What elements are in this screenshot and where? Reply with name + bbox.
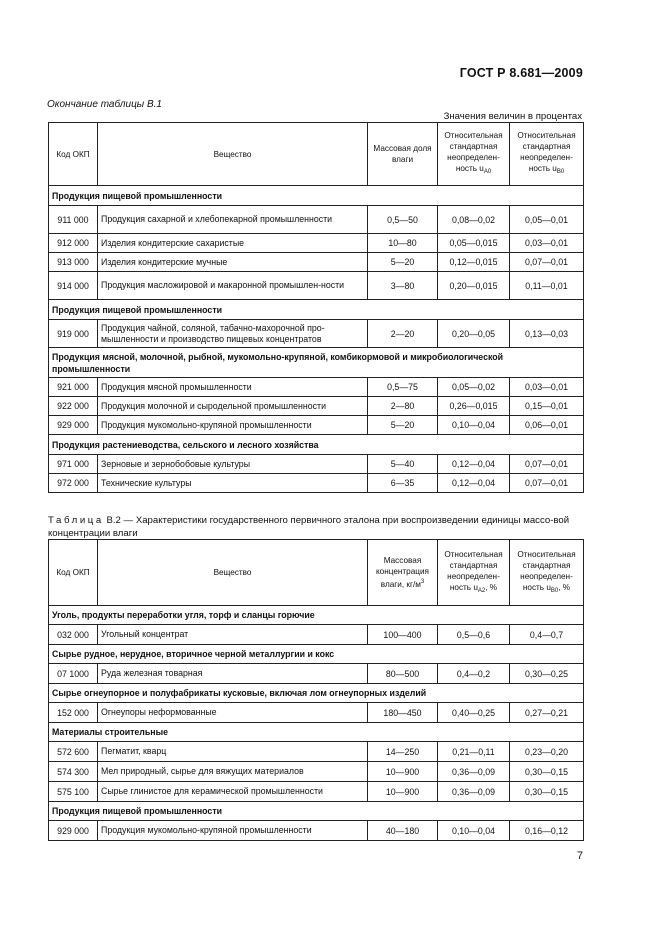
table-row — [49, 253, 584, 272]
uncertainty-a-cell: 0,12—0,015 — [438, 253, 510, 272]
section-title: Продукция пищевой промышленности — [49, 300, 584, 320]
section-header-row — [49, 684, 584, 703]
substance-cell: Пегматит, кварц — [98, 742, 368, 762]
table-row — [49, 821, 584, 841]
table-row — [49, 782, 584, 802]
table-header-row — [49, 123, 584, 186]
okp-code-cell: 572 600 — [49, 742, 98, 762]
section-header-row — [49, 186, 584, 206]
column-header-substance: Вещество — [98, 123, 368, 186]
table-row — [49, 234, 584, 253]
uncertainty-b-cell: 0,07—0,01 — [510, 455, 584, 474]
uncertainty-a-cell: 0,20—0,015 — [438, 272, 510, 300]
table-body — [49, 186, 584, 493]
concentration-cell: 14—250 — [368, 742, 438, 762]
uncertainty-a-cell: 0,10—0,04 — [438, 821, 510, 841]
column-header-uncertainty-a: Относительная стандартная неопределен- ность $u_{A2}$, % — [438, 540, 510, 606]
uncertainty-a-cell: 0,12—0,04 — [438, 474, 510, 493]
uncertainty-b-cell: 0,16—0,12 — [510, 821, 584, 841]
uncertainty-a-cell: 0,12—0,04 — [438, 455, 510, 474]
substance-cell: Зерновые и зернобобовые культуры — [98, 455, 368, 474]
section-header-row — [49, 802, 584, 821]
okp-code-cell: 971 000 — [49, 455, 98, 474]
column-header-uncertainty-b: Относительная стандартная неопределен- ность $u_{B0}$, % — [510, 540, 584, 606]
column-header-code: Код ОКП — [49, 540, 98, 606]
uncertainty-a-cell: 0,21—0,11 — [438, 742, 510, 762]
substance-cell: Руда железная товарная — [98, 664, 368, 684]
section-header-row — [49, 723, 584, 742]
substance-cell: Изделия кондитерские сахаристые — [98, 234, 368, 253]
substance-cell: Угольный концентрат — [98, 625, 368, 645]
substance-cell: Изделия кондитерские мучные — [98, 253, 368, 272]
uncertainty-a-cell: 0,20—0,05 — [438, 320, 510, 348]
table-1-caption: Окончание таблицы В.1 — [47, 99, 162, 110]
okp-code-cell: 152 000 — [49, 703, 98, 723]
uncertainty-a-cell: 0,36—0,09 — [438, 762, 510, 782]
okp-code-cell: 929 000 — [49, 416, 98, 435]
table-2-caption: Таблица В.2 — Характеристики государственного первичного эталона при воспроизведении единицы массо-вой концентрации влаги — [48, 515, 570, 539]
uncertainty-b-cell: 0,30—0,15 — [510, 762, 584, 782]
okp-code-cell: 921 000 — [49, 378, 98, 397]
concentration-cell: 10—900 — [368, 782, 438, 802]
table-row — [49, 378, 584, 397]
uncertainty-a-cell: 0,26—0,015 — [438, 397, 510, 416]
section-title: Продукция мясной, молочной, рыбной, мукомольно-крупяной, комбикормовой и микробиологической промышленности — [49, 348, 584, 378]
okp-code-cell: 574 300 — [49, 762, 98, 782]
table-row — [49, 625, 584, 645]
page-number: 7 — [576, 850, 583, 862]
concentration-cell: 100—400 — [368, 625, 438, 645]
okp-code-cell: 919 000 — [49, 320, 98, 348]
table-row — [49, 455, 584, 474]
uncertainty-b-cell: 0,27—0,21 — [510, 703, 584, 723]
substance-cell: Мел природный, сырье для вяжущих материалов — [98, 762, 368, 782]
okp-code-cell: 911 000 — [49, 206, 98, 234]
uncertainty-b-cell: 0,06—0,01 — [510, 416, 584, 435]
table-row — [49, 664, 584, 684]
uncertainty-a-cell: 0,08—0,02 — [438, 206, 510, 234]
column-header-code: Код ОКП — [49, 123, 98, 186]
section-title: Продукция пищевой промышленности — [49, 802, 584, 821]
section-title: Сырье огнеупорное и полуфабрикаты кусковые, включая лом огнеупорных изделий — [49, 684, 584, 703]
section-title: Продукция растениеводства, сельского и лесного хозяйства — [49, 435, 584, 455]
table-header-row — [49, 540, 584, 606]
table-row — [49, 416, 584, 435]
moisture-cell: 6—35 — [368, 474, 438, 493]
okp-code-cell: 07 1000 — [49, 664, 98, 684]
table-row — [49, 762, 584, 782]
okp-code-cell: 922 000 — [49, 397, 98, 416]
concentration-cell: 40—180 — [368, 821, 438, 841]
concentration-cell: 180—450 — [368, 703, 438, 723]
uncertainty-b-cell: 0,03—0,01 — [510, 234, 584, 253]
uncertainty-b-cell: 0,07—0,01 — [510, 474, 584, 493]
moisture-cell: 5—20 — [368, 253, 438, 272]
section-title: Материалы строительные — [49, 723, 584, 742]
okp-code-cell: 972 000 — [49, 474, 98, 493]
moisture-cell: 5—20 — [368, 416, 438, 435]
substance-cell: Продукция мясной промышленности — [98, 378, 368, 397]
section-header-row — [49, 435, 584, 455]
uncertainty-b-cell: 0,30—0,25 — [510, 664, 584, 684]
moisture-cell: 10—80 — [368, 234, 438, 253]
okp-code-cell: 912 000 — [49, 234, 98, 253]
substance-cell: Продукция сахарной и хлебопекарной промышленности — [98, 206, 368, 234]
table-b1 — [48, 122, 584, 493]
moisture-cell: 2—20 — [368, 320, 438, 348]
section-title: Продукция пищевой промышленности — [49, 186, 584, 206]
table-row — [49, 742, 584, 762]
column-header-moisture: Массовая доля влаги — [368, 123, 438, 186]
table-row — [49, 397, 584, 416]
table-row — [49, 206, 584, 234]
moisture-cell: 0,5—50 — [368, 206, 438, 234]
concentration-cell: 80—500 — [368, 664, 438, 684]
section-header-row — [49, 645, 584, 664]
document-id: ГОСТ Р 8.681—2009 — [459, 66, 583, 80]
uncertainty-a-cell: 0,5—0,6 — [438, 625, 510, 645]
uncertainty-b-cell: 0,30—0,15 — [510, 782, 584, 802]
units-note: Значения величин в процентах — [443, 111, 582, 122]
substance-cell: Продукция масложировой и макаронной промышлен-ности — [98, 272, 368, 300]
table-body — [49, 606, 584, 841]
okp-code-cell: 929 000 — [49, 821, 98, 841]
section-header-row — [49, 606, 584, 625]
uncertainty-a-cell: 0,05—0,015 — [438, 234, 510, 253]
table-row — [49, 320, 584, 348]
section-header-row — [49, 300, 584, 320]
uncertainty-a-cell: 0,4—0,2 — [438, 664, 510, 684]
substance-cell: Продукция чайной, соляной, табачно-махорочной про-мышленности и производство пищевых концентратов — [98, 320, 368, 348]
substance-cell: Сырье глинистое для керамической промышленности — [98, 782, 368, 802]
uncertainty-a-cell: 0,10—0,04 — [438, 416, 510, 435]
uncertainty-b-cell: 0,07—0,01 — [510, 253, 584, 272]
uncertainty-b-cell: 0,03—0,01 — [510, 378, 584, 397]
uncertainty-b-cell: 0,4—0,7 — [510, 625, 584, 645]
table-b2 — [48, 539, 584, 841]
moisture-cell: 2—80 — [368, 397, 438, 416]
table-row — [49, 703, 584, 723]
moisture-cell: 3—80 — [368, 272, 438, 300]
substance-cell: Технические культуры — [98, 474, 368, 493]
uncertainty-a-cell: 0,05—0,02 — [438, 378, 510, 397]
uncertainty-b-cell: 0,13—0,03 — [510, 320, 584, 348]
moisture-cell: 5—40 — [368, 455, 438, 474]
concentration-cell: 10—900 — [368, 762, 438, 782]
column-header-concentration: Массовая концентрация влаги, $кг/м^3$ — [368, 540, 438, 606]
section-title: Сырье рудное, нерудное, вторичное черной металлургии и кокс — [49, 645, 584, 664]
table-row — [49, 272, 584, 300]
column-header-uncertainty-a: Относительная стандартная неопределен- ность $u_{A0}$ — [438, 123, 510, 186]
uncertainty-a-cell: 0,40—0,25 — [438, 703, 510, 723]
substance-cell: Продукция мукомольно-крупяной промышленности — [98, 416, 368, 435]
column-header-uncertainty-b: Относительная стандартная неопределен- ность $u_{B0}$ — [510, 123, 584, 186]
uncertainty-a-cell: 0,36—0,09 — [438, 782, 510, 802]
okp-code-cell: 032 000 — [49, 625, 98, 645]
column-header-substance: Вещество — [98, 540, 368, 606]
uncertainty-b-cell: 0,05—0,01 — [510, 206, 584, 234]
uncertainty-b-cell: 0,23—0,20 — [510, 742, 584, 762]
substance-cell: Огнеупоры неформованные — [98, 703, 368, 723]
okp-code-cell: 575 100 — [49, 782, 98, 802]
section-header-row — [49, 348, 584, 378]
substance-cell: Продукция мукомольно-крупяной промышленности — [98, 821, 368, 841]
section-title: Уголь, продукты переработки угля, торф и сланцы горючие — [49, 606, 584, 625]
uncertainty-b-cell: 0,11—0,01 — [510, 272, 584, 300]
moisture-cell: 0,5—75 — [368, 378, 438, 397]
table-row — [49, 474, 584, 493]
uncertainty-b-cell: 0,15—0,01 — [510, 397, 584, 416]
okp-code-cell: 913 000 — [49, 253, 98, 272]
substance-cell: Продукция молочной и сыродельной промышленности — [98, 397, 368, 416]
okp-code-cell: 914 000 — [49, 272, 98, 300]
